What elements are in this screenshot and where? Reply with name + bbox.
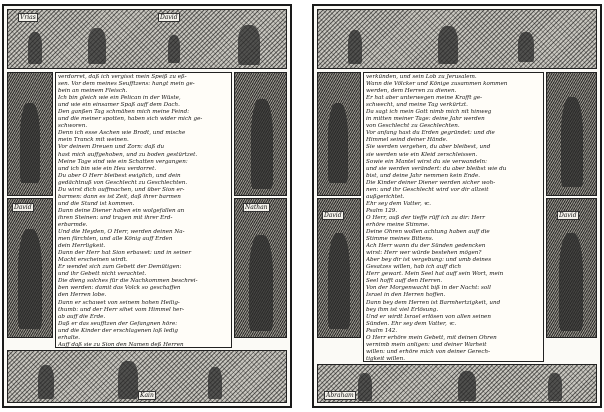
text-line: Dann der Herr hat Sion erbawet: und in seiner [58, 250, 191, 257]
text-line: verkünden, und sein Lob zu Jerusalem. [366, 74, 477, 80]
text-line: erhalte. [58, 334, 81, 341]
text-line: wirst: Herr wer würde bestehen mögen? [366, 250, 482, 257]
text-line: Ich bin gleich wie ein Pelican in der Wüste, [58, 95, 181, 102]
text-line: Seel hofft auff den Herren. [366, 278, 443, 285]
text-line: Psalm 129. [366, 207, 398, 214]
figure-label: Nathan [245, 204, 268, 211]
text-line: in mitten meiner Tage: deine Jahr werden [366, 116, 485, 123]
text-line: Sie werden vergehen, du aber bleibest, und [366, 144, 491, 151]
text-line: sen. Vor dem meines Seufftzens: hangt mein ge- [58, 81, 195, 88]
text-line: und ich bin wie ein Heu verdorret. [58, 165, 157, 172]
text-line: Du aber O Herr bleibest ewiglich, und dein [58, 172, 181, 179]
text-line: willen: und erhöre mich von deiner Gerech- [366, 348, 490, 355]
text-line: Den ganßen Tag schmähen mich meine Feind: [58, 109, 190, 116]
text-line: Vor deinem Dreuen und Zorn: daß du [58, 144, 165, 151]
text-line: Von der Morgenwacht biß in der Nacht: soll [366, 285, 491, 292]
text-line: Macht erscheinen wirdt. [58, 257, 128, 264]
text-line: von Geschlecht zu Geschlechten. [366, 123, 460, 130]
side-engraving-left [7, 198, 53, 338]
side-engraving-right [546, 72, 597, 196]
text-line: verdorret, daß ich vergisst mein Speiß zu eß- [58, 74, 187, 80]
scene-label: David [160, 14, 178, 21]
text-line: den Herren lobe. [58, 292, 107, 299]
text-line: bein an meinem Fleisch. [58, 88, 128, 95]
text-line: hast mich auffgehoben, und zu boden gestürtzet. [58, 151, 198, 158]
text-line: gedächtnuß von Geschlecht zu Geschlechten. [58, 179, 188, 186]
psalm-text-left [55, 72, 232, 348]
text-line: und ihr Gebett nicht verachtet. [58, 271, 147, 278]
text-line: Stimme meines Bittens. [366, 236, 434, 243]
text-line: Daß er das seufftzen der Gefangnen höre: [58, 320, 178, 327]
side-engraving-right [234, 198, 287, 338]
text-line: werden, dem Herren zu dienen. [366, 88, 457, 95]
text-line: Und er wirdt Israel erlösen von allen seinen [366, 313, 491, 320]
text-line: Dann er schawet von seinem hohen Heilig- [58, 299, 180, 306]
text-line: Die Kinder deiner Diener werden sicher woh- [366, 179, 496, 186]
text-line: Aber bey dir ist vergebung: und umb deines [366, 257, 492, 264]
text-line: und sie werden verändert: du aber bleibst wie du [366, 165, 507, 172]
left-page [2, 4, 292, 408]
text-line: Auff daß sie zu Sion den Namen deß Herren [58, 341, 184, 348]
bottom-engraving-right [317, 364, 597, 403]
text-line: men fürchten, und alle König auff Erden [58, 236, 173, 243]
figure-label: David [324, 212, 342, 219]
right-page [312, 4, 602, 408]
text-line: Dann deine Diener haben ein wolgefallen an [58, 207, 185, 214]
text-line: O Herr erhöre mein Gebett, mit deinen Ohren [366, 334, 497, 341]
text-line: Psalm 142. [366, 327, 398, 334]
text-line: Sowie ein Mantel wirst du sie verwandeln: [366, 158, 488, 165]
psalm-text-right [363, 72, 544, 362]
text-line: mein Tranck mit weinen. [58, 137, 129, 144]
text-line: ben werden: damit das Volck so geschaffen [58, 285, 181, 292]
text-line: thumb: und der Herr sihet vom Himmel her- [58, 306, 185, 313]
text-line: ab auff die Erde. [58, 313, 106, 320]
side-engraving-right [546, 198, 597, 338]
side-engraving-left [7, 72, 53, 196]
text-line: und die Kinder der erschlagenen loß ledig [58, 327, 178, 334]
text-line: Himmel seind deiner Hände. [366, 137, 448, 144]
text-line: erhöre meine Stimme. [366, 221, 430, 228]
top-engraving-right [317, 9, 597, 69]
text-line: schwecht, und meine Tag verkürtzt. [366, 102, 468, 109]
text-line: Deine Ohren wollen achtung haben auff die [366, 229, 490, 236]
text-line: barmen: dann es ist Zeit, daß ihrer barmen [58, 193, 181, 200]
figure-label: David [559, 212, 577, 219]
text-line: sie werden wie ein Kleid zerschleissen. [366, 151, 478, 158]
text-line: und die Stund ist kommen. [58, 200, 135, 207]
text-line: Du wirst dich auffmachen, und über Sion er- [58, 186, 185, 193]
text-line: Israel in den Herren hoffen. [366, 292, 446, 299]
side-engraving-left [317, 198, 361, 338]
text-line: Er wendet sich zum Gebett der Demütigen: [58, 264, 182, 271]
text-line: Dann bey dem Herren ist Barmhertzigkeit, und [366, 299, 501, 306]
side-engraving-left [317, 72, 361, 196]
text-line: erbarmde. [58, 221, 88, 228]
side-engraving-right [234, 72, 287, 196]
text-line: nen: und ihr Geschlecht wird vor dir allzeit [366, 186, 489, 193]
text-line: und die meiner spotten, haben sich wider mich ge- [58, 116, 203, 123]
text-line: Meine Tage sind wie ein Schatten vergangen: [58, 158, 188, 165]
text-line: bey ihm ist viel Erlösung. [366, 306, 439, 313]
top-engraving-left [7, 9, 287, 69]
text-line: Sünden. Ehr sey dem Vatter, ꝛc. [366, 320, 457, 327]
text-line: Wann die Völcker und Könige zusammen kommen [366, 81, 508, 88]
text-line: Da sagt ich mein Gott nimb mich nit hinweg [366, 109, 492, 116]
text-line: vernimb mein anligen: und deiner Warheit [366, 341, 487, 348]
text-line: Er hat aber unterwegen meine Krafft ge- [366, 95, 483, 102]
text-line: Herr gewart. Mein Seel hat auff sein Wort, mein [366, 271, 504, 278]
text-line: Gesatzes willen, hab ich auff dich [366, 264, 462, 271]
text-line: Die dieng solches für die Nachkommen beschrei- [58, 278, 198, 285]
text-line: Ehr sey dem Vatter, ꝛc. [366, 200, 432, 207]
text-line: Denn ich esse Aschen wie Brodt, und mische [58, 130, 186, 137]
figure-label: David [14, 204, 32, 211]
text-line: Vor anfang hast du Erden gegründet: und die [366, 130, 495, 137]
scene-label: Abraham [326, 392, 354, 399]
bottom-engraving-left [7, 350, 287, 403]
text-line: dein Herrligkeit. [58, 243, 106, 250]
text-line: tigkeit willen. [366, 355, 405, 362]
text-line: außgerichtet. [366, 193, 405, 200]
text-line: O Herr, auß der tieffe rüff ich zu dir: Herr [366, 214, 485, 221]
text-line: Ach Herr wann du der Sünden gedencken [366, 243, 486, 250]
scene-label: Kain [140, 392, 154, 399]
text-line: bist, und deine Jahr nemmen kein Ende. [366, 172, 481, 179]
text-line: schworen. [58, 123, 88, 130]
scene-label: Vrias [20, 14, 36, 21]
text-line: Und die Heyden, O Herr, werden deinen Na- [58, 229, 185, 236]
page-gutter [294, 0, 310, 412]
text-line: ihren Steinen: und tragen mit ihrer Erd- [58, 214, 173, 221]
text-line: und wie ein einsamer Spaß auff dem Dach. [58, 102, 180, 109]
